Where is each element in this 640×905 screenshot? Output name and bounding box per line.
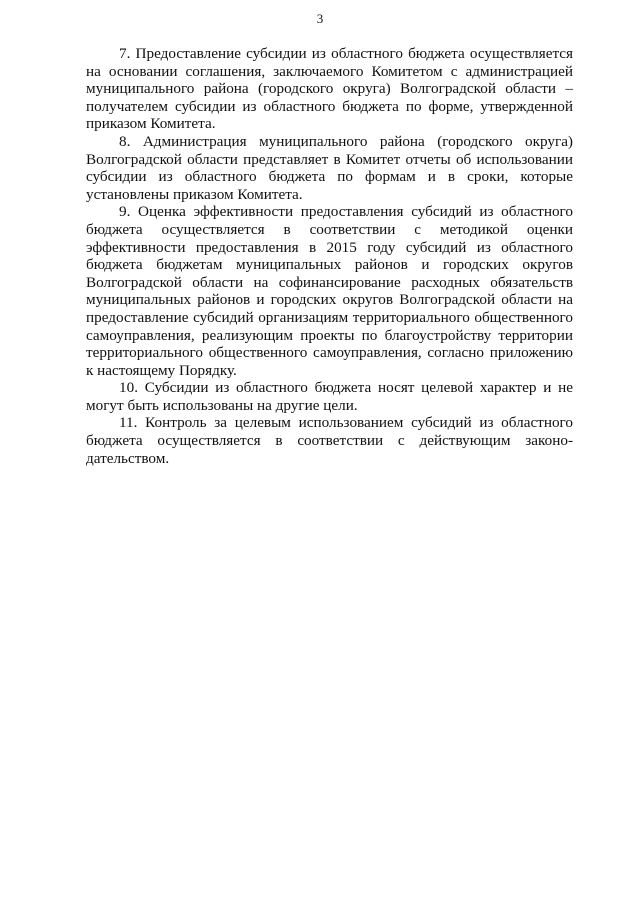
document-body [86, 45, 573, 467]
paragraph-7: 7. Предоставление субсидии из областного бюджета осуществляется на основании соглашения, заключаемого Комитетом с администрацией муниципального района (городского округа) Волгоградской области – получателем субсидии из областного бюджета по форме, утвержденной приказом Комитета. [86, 45, 573, 133]
paragraph-9: 9. Оценка эффективности предоставления субсидий из областного бюджета осуществляется в соответствии с методикой оценки эффективности предоставления в 2015 году субсидий из областного бюджета бюджетам муниципальных районов и городских округов Волгоградской области на софинансирование расходных обязательств муниципальных районов и городских округов Волгоградской области на предоставление субсидий организациям территориального общественного самоуправления, реализующим проекты по благоустройству территории территориального общественного самоуправления, согласно приложению к настоящему Порядку. [86, 203, 573, 379]
paragraph-11: 11. Контроль за целевым использованием субсидий из областного бюджета осуществляется в соответствии с действующим законодательством. [86, 414, 573, 467]
page-number: 3 [316, 11, 324, 26]
paragraph-10: 10. Субсидии из областного бюджета носят целевой характер и не могут быть использованы на другие цели. [86, 379, 573, 414]
paragraph-8: 8. Администрация муниципального района (городского округа) Волгоградской области представляет в Комитет отчеты об использовании субсидии из областного бюджета по формам и в сроки, которые установлены приказом Комитета. [86, 132, 573, 203]
